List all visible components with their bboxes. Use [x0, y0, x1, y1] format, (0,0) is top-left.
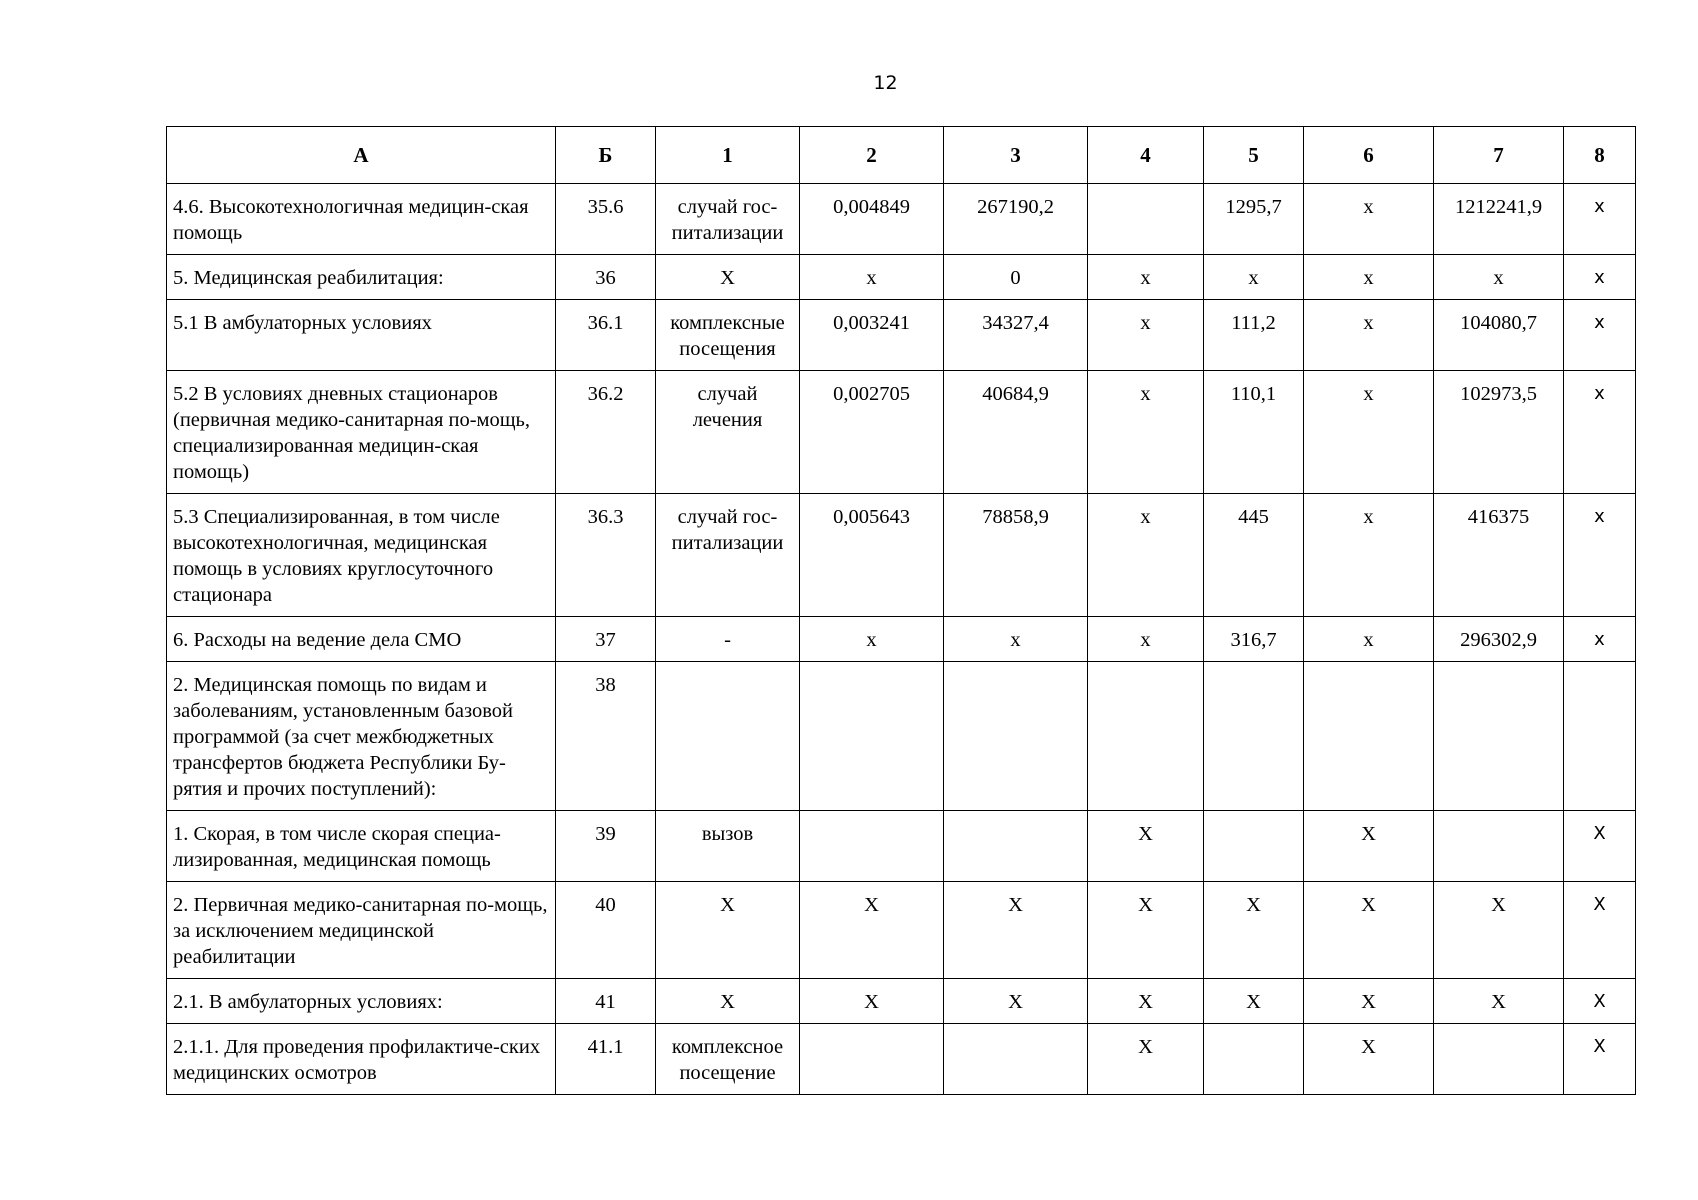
table-row [167, 1024, 1636, 1095]
table-cell-c6: х [1304, 255, 1434, 300]
table-cell-c4: Х [1088, 882, 1204, 979]
table-cell-c4: Х [1088, 979, 1204, 1024]
table-cell-a: 2. Первичная медико-санитарная по-мощь, за исключением медицинской реабилитации [167, 882, 556, 979]
table-cell-c2 [800, 662, 944, 811]
table-cell-a: 2.1. В амбулаторных условиях: [167, 979, 556, 1024]
table-cell-c8: х [1564, 184, 1636, 255]
table-cell-c6: х [1304, 371, 1434, 494]
table-cell-c4: х [1088, 494, 1204, 617]
table-row [167, 494, 1636, 617]
table-cell-c8: х [1564, 300, 1636, 371]
table-cell-c2: 0,004849 [800, 184, 944, 255]
header-cell-6: 6 [1304, 127, 1434, 184]
table-cell-c2: Х [800, 882, 944, 979]
table-cell-c5: 445 [1204, 494, 1304, 617]
table-cell-c6 [1304, 662, 1434, 811]
header-cell-3: 3 [944, 127, 1088, 184]
table-cell-c8: х [1564, 617, 1636, 662]
table-cell-c1: Х [656, 255, 800, 300]
table-cell-c2 [800, 1024, 944, 1095]
table-cell-b: 41.1 [556, 1024, 656, 1095]
table-cell-b: 41 [556, 979, 656, 1024]
table-cell-c6: Х [1304, 1024, 1434, 1095]
table-cell-c4: х [1088, 617, 1204, 662]
table-cell-c8 [1564, 662, 1636, 811]
table-cell-c3: 34327,4 [944, 300, 1088, 371]
header-cell-b: Б [556, 127, 656, 184]
table-cell-c1: случай гос-питализации [656, 494, 800, 617]
table-cell-c2: х [800, 255, 944, 300]
table-cell-c3 [944, 662, 1088, 811]
table-cell-c3: х [944, 617, 1088, 662]
table-cell-c5: х [1204, 255, 1304, 300]
table-cell-a: 5.1 В амбулаторных условиях [167, 300, 556, 371]
table-cell-c2 [800, 811, 944, 882]
table-cell-c6: х [1304, 494, 1434, 617]
table-cell-c1: Х [656, 882, 800, 979]
table-cell-c2: Х [800, 979, 944, 1024]
table-row [167, 811, 1636, 882]
table-cell-a: 2.1.1. Для проведения профилактиче-ских медицинских осмотров [167, 1024, 556, 1095]
header-row [167, 127, 1636, 184]
table-cell-c5 [1204, 662, 1304, 811]
table-cell-c3: Х [944, 882, 1088, 979]
table-cell-c5: 316,7 [1204, 617, 1304, 662]
table-cell-c7 [1434, 1024, 1564, 1095]
page-number: 12 [873, 72, 898, 94]
table-cell-a: 5. Медицинская реабилитация: [167, 255, 556, 300]
table-cell-c4: х [1088, 300, 1204, 371]
table-cell-c3: 40684,9 [944, 371, 1088, 494]
table-cell-c7: х [1434, 255, 1564, 300]
table-cell-b: 40 [556, 882, 656, 979]
table-cell-c8: Х [1564, 882, 1636, 979]
table-cell-c3 [944, 811, 1088, 882]
table-cell-b: 36.2 [556, 371, 656, 494]
table-cell-c8: х [1564, 255, 1636, 300]
table-cell-c5: 110,1 [1204, 371, 1304, 494]
table-cell-c1: Х [656, 979, 800, 1024]
table-cell-c2: 0,002705 [800, 371, 944, 494]
table-cell-c1: комплексные посещения [656, 300, 800, 371]
table-cell-c2: 0,003241 [800, 300, 944, 371]
header-cell-5: 5 [1204, 127, 1304, 184]
table-cell-c1: случай гос-питализации [656, 184, 800, 255]
table-cell-c8: Х [1564, 979, 1636, 1024]
table-cell-c8: х [1564, 494, 1636, 617]
table-cell-c6: Х [1304, 811, 1434, 882]
header-cell-a: А [167, 127, 556, 184]
table-row [167, 184, 1636, 255]
header-cell-8: 8 [1564, 127, 1636, 184]
table-cell-c7 [1434, 811, 1564, 882]
table-cell-c8: х [1564, 371, 1636, 494]
table-cell-a: 2. Медицинская помощь по видам и заболеваниям, установленным базовой программой (за счет межбюджетных трансфертов бюджета Республики Бу-рятия и прочих поступлений): [167, 662, 556, 811]
table-cell-c2: 0,005643 [800, 494, 944, 617]
table-cell-c7: Х [1434, 882, 1564, 979]
table-cell-c6: х [1304, 300, 1434, 371]
table-cell-c5: 1295,7 [1204, 184, 1304, 255]
table-row [167, 979, 1636, 1024]
table-cell-b: 36.1 [556, 300, 656, 371]
table-cell-c4: х [1088, 255, 1204, 300]
table-cell-c7 [1434, 662, 1564, 811]
table-cell-b: 36.3 [556, 494, 656, 617]
table-cell-c7: 104080,7 [1434, 300, 1564, 371]
table-cell-a: 1. Скорая, в том числе скорая специа-лизированная, медицинская помощь [167, 811, 556, 882]
table-cell-c1 [656, 662, 800, 811]
table-cell-c6: х [1304, 184, 1434, 255]
table-cell-b: 37 [556, 617, 656, 662]
table-cell-c4: Х [1088, 811, 1204, 882]
table-cell-b: 38 [556, 662, 656, 811]
table-cell-b: 35.6 [556, 184, 656, 255]
table-cell-c5 [1204, 1024, 1304, 1095]
table-cell-c1: - [656, 617, 800, 662]
table-cell-c5 [1204, 811, 1304, 882]
header-cell-2: 2 [800, 127, 944, 184]
table-cell-c6: Х [1304, 882, 1434, 979]
header-cell-7: 7 [1434, 127, 1564, 184]
table-cell-c7: Х [1434, 979, 1564, 1024]
table-cell-c4: Х [1088, 1024, 1204, 1095]
table-row [167, 617, 1636, 662]
table-cell-b: 39 [556, 811, 656, 882]
table-cell-c4 [1088, 662, 1204, 811]
table-cell-c3 [944, 1024, 1088, 1095]
table-row [167, 300, 1636, 371]
table-cell-c7: 296302,9 [1434, 617, 1564, 662]
table-row [167, 371, 1636, 494]
table-cell-c4: х [1088, 371, 1204, 494]
table-cell-c5: Х [1204, 882, 1304, 979]
table-cell-c3: 267190,2 [944, 184, 1088, 255]
header-cell-4: 4 [1088, 127, 1204, 184]
table-cell-c1: случай лечения [656, 371, 800, 494]
table-cell-c5: 111,2 [1204, 300, 1304, 371]
table-cell-c1: вызов [656, 811, 800, 882]
table-cell-c5: Х [1204, 979, 1304, 1024]
table-cell-c7: 1212241,9 [1434, 184, 1564, 255]
table-cell-a: 5.2 В условиях дневных стационаров (первичная медико-санитарная по-мощь, специализированная медицин-ская помощь) [167, 371, 556, 494]
table-cell-c8: Х [1564, 811, 1636, 882]
table-cell-c1: комплексное посещение [656, 1024, 800, 1095]
table-cell-c6: Х [1304, 979, 1434, 1024]
table-row [167, 662, 1636, 811]
table-cell-c3: 78858,9 [944, 494, 1088, 617]
table-cell-c7: 102973,5 [1434, 371, 1564, 494]
table-cell-c7: 416375 [1434, 494, 1564, 617]
table-cell-c2: х [800, 617, 944, 662]
table-cell-c3: Х [944, 979, 1088, 1024]
table-cell-a: 5.3 Специализированная, в том числе высокотехнологичная, медицинская помощь в условиях круглосуточного стационара [167, 494, 556, 617]
table-cell-c3: 0 [944, 255, 1088, 300]
table-row [167, 882, 1636, 979]
table-row [167, 255, 1636, 300]
table-cell-b: 36 [556, 255, 656, 300]
table-cell-a: 4.6. Высокотехнологичная медицин-ская помощь [167, 184, 556, 255]
table-cell-a: 6. Расходы на ведение дела СМО [167, 617, 556, 662]
header-cell-1: 1 [656, 127, 800, 184]
table-cell-c8: Х [1564, 1024, 1636, 1095]
table-cell-c6: х [1304, 617, 1434, 662]
data-table [166, 126, 1636, 1095]
table-cell-c4 [1088, 184, 1204, 255]
